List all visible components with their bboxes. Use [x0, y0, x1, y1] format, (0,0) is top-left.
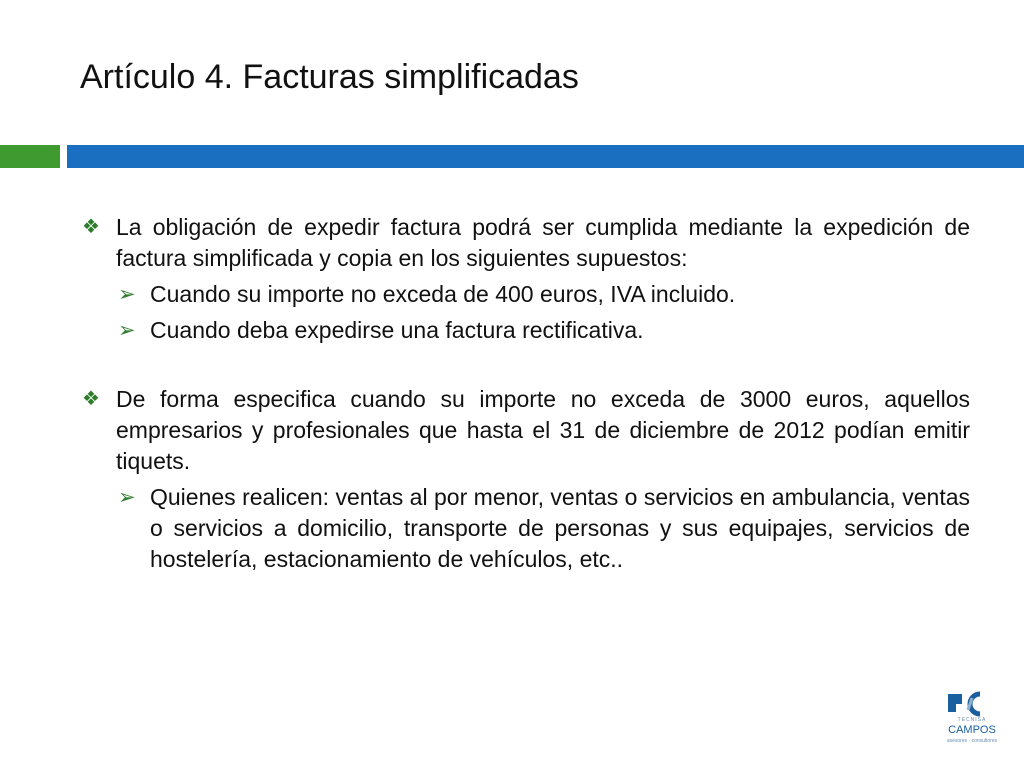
spacer [82, 346, 970, 384]
header-accent-green-bar [0, 145, 60, 168]
logo-tagline: asesores · consultores [946, 738, 998, 744]
sub-bullet-text: Cuando deba expedirse una factura rectificativa. [150, 317, 644, 343]
diamond-bullet-icon: ❖ [82, 388, 100, 410]
sub-bullet-item [82, 315, 970, 346]
arrow-bullet-icon: ➢ [118, 319, 136, 342]
sub-bullet-item [82, 482, 970, 575]
arrow-bullet-icon: ➢ [118, 486, 136, 509]
bullet-text: De forma especifica cuando su importe no exceda de 3000 euros, aquellos empresarios y profesionales que hasta el 31 de diciembre de 2012 podían emitir tiquets. [116, 386, 970, 474]
slide-body [82, 212, 970, 575]
logo-subtext: TECNISA [957, 717, 987, 723]
bullet-item [82, 212, 970, 274]
bullet-text: La obligación de expedir factura podrá ser cumplida mediante la expedición de factura simplificada y copia en los siguientes supuestos: [116, 214, 970, 271]
bullet-item [82, 384, 970, 477]
arrow-bullet-icon: ➢ [118, 283, 136, 306]
slide-title: Artículo 4. Facturas simplificadas [80, 58, 579, 96]
sub-bullet-text: Cuando su importe no exceda de 400 euros, IVA incluido. [150, 281, 736, 307]
sub-bullet-item [82, 279, 970, 310]
diamond-bullet-icon: ❖ [82, 216, 100, 238]
header-accent-blue-bar [67, 145, 1024, 168]
sub-bullet-text: Quienes realicen: ventas al por menor, ventas o servicios en ambulancia, ventas o servicios a domicilio, transporte de personas y sus equipajes, servicios de hostelería, estacionamiento de vehículos, etc.. [150, 484, 970, 572]
logo-name: CAMPOS [948, 724, 996, 736]
